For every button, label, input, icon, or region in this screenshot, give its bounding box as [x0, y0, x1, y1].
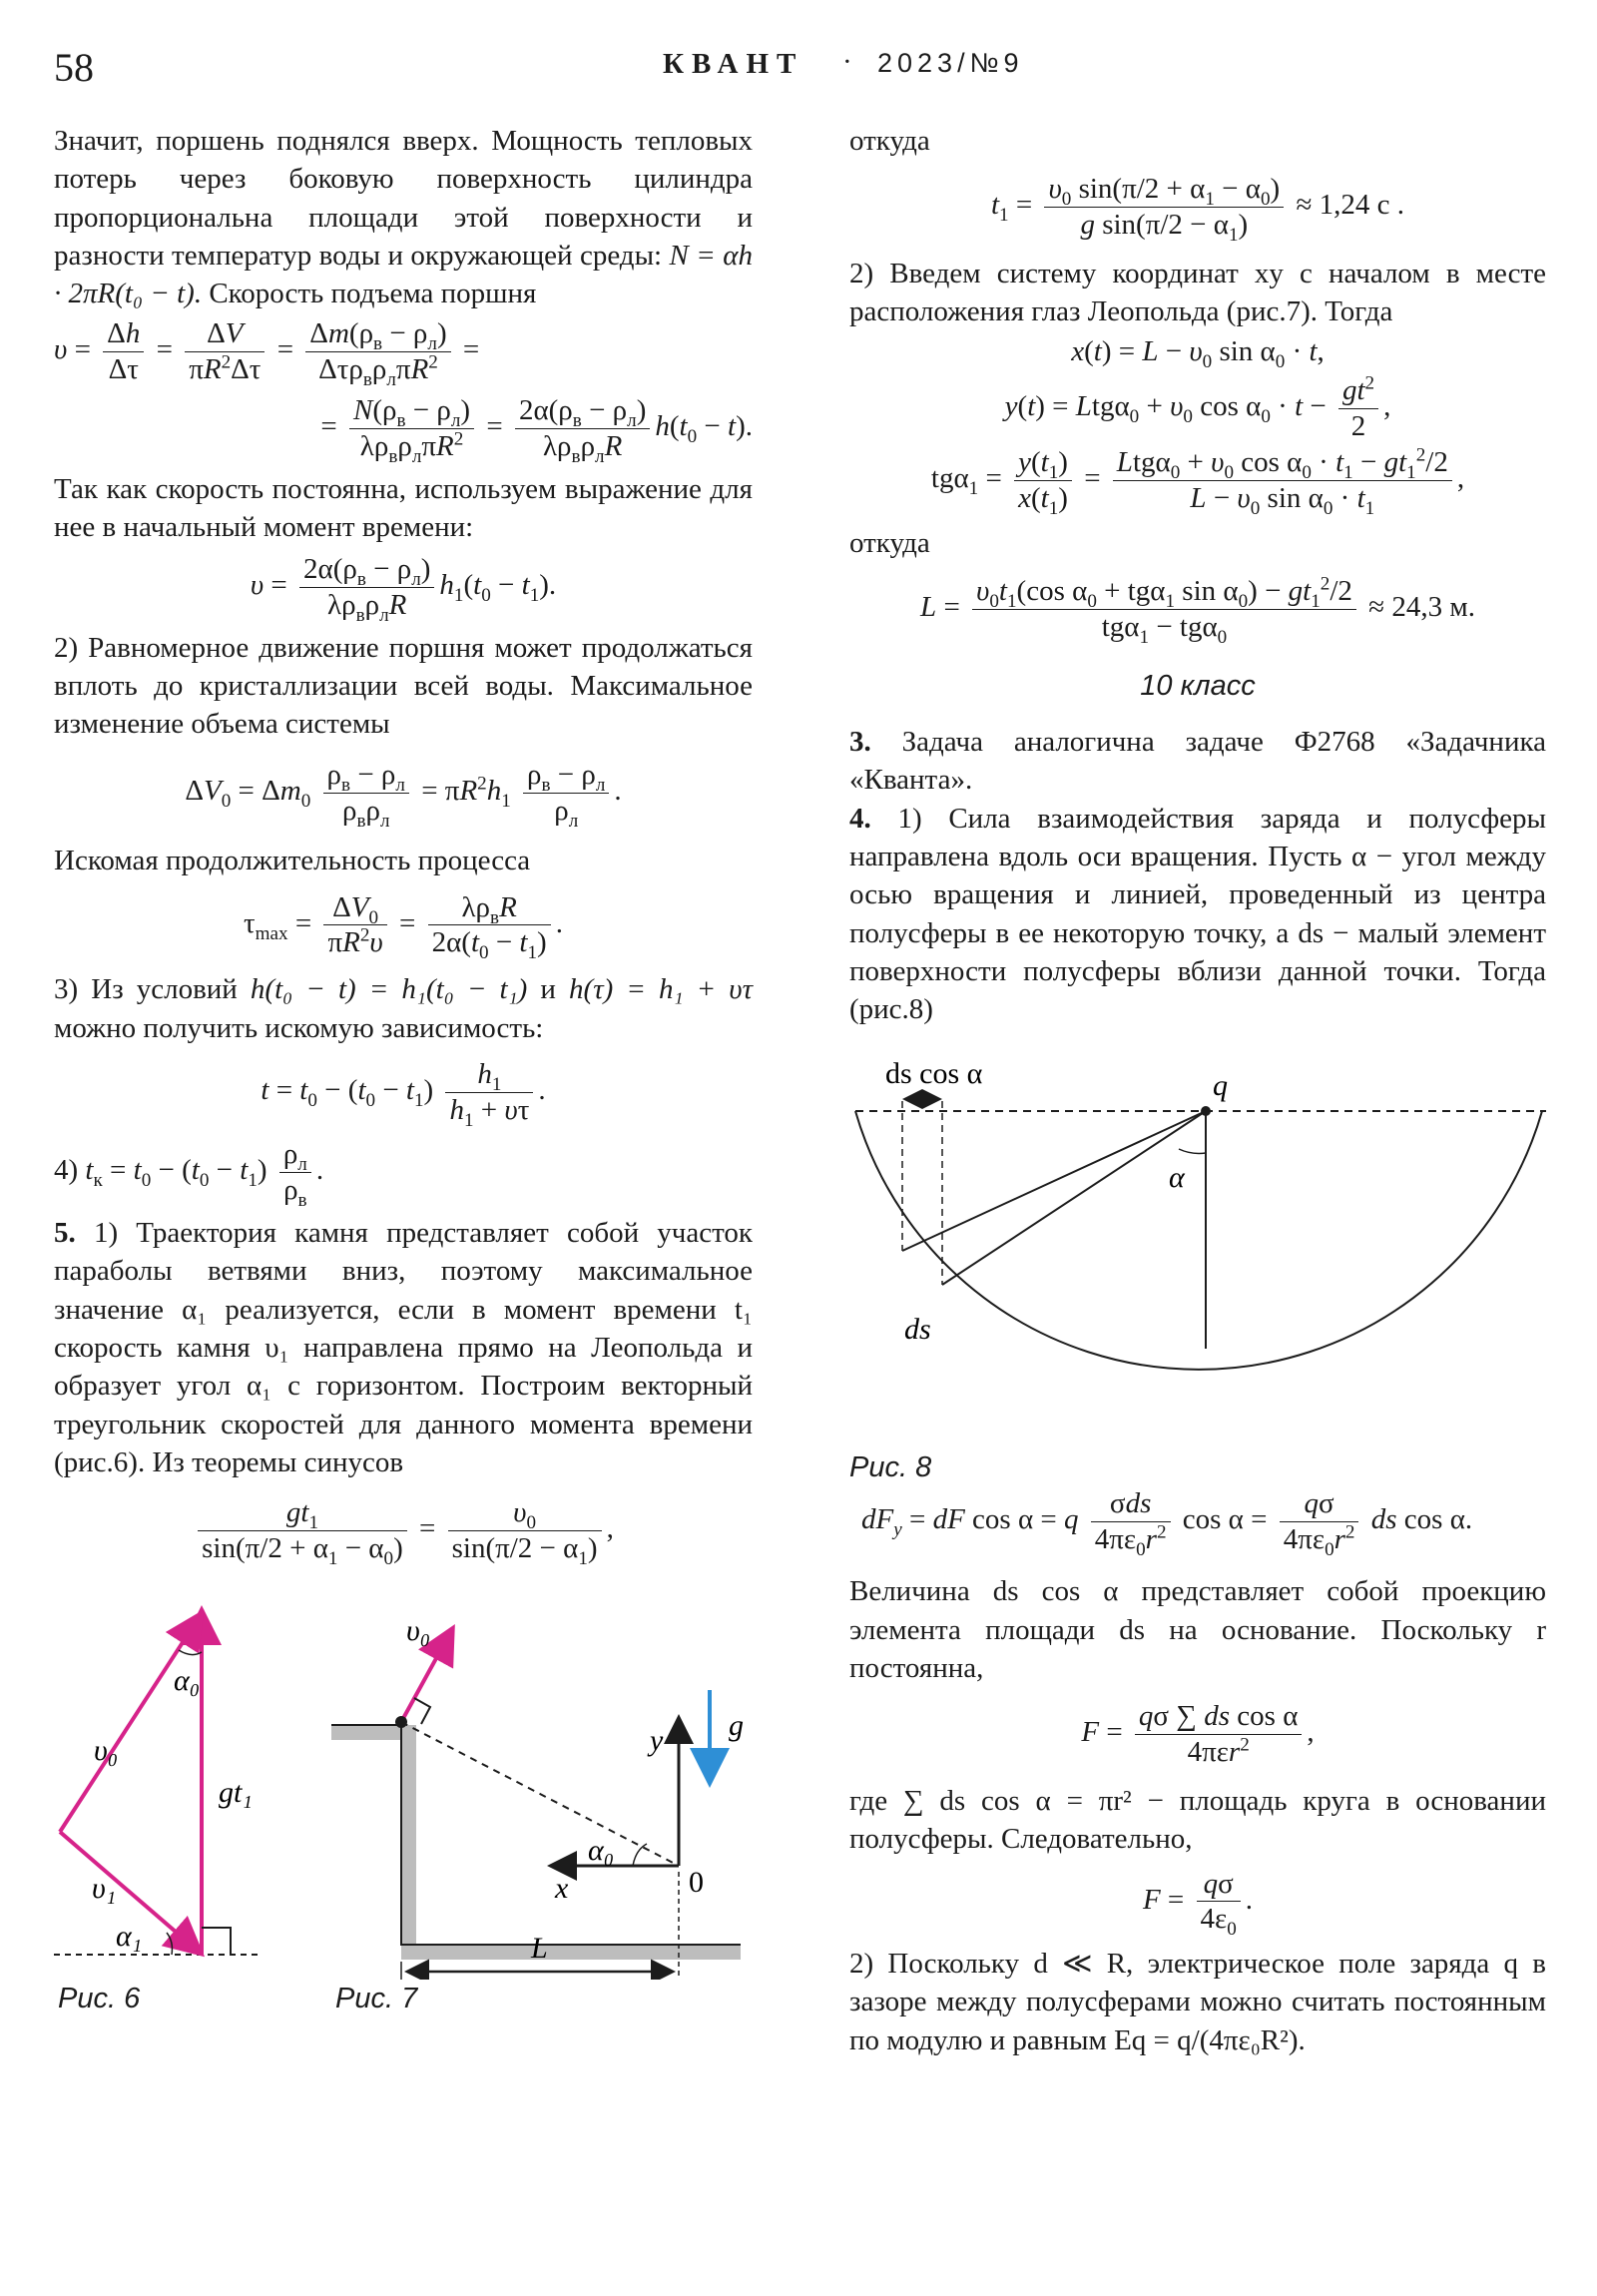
label-g: g	[729, 1708, 744, 1742]
equation-tg-alpha1: tgα$_1$ = $\frac{y(t_1)}{x(t_1)}$ = $\frac{Ltg\alpha_0 + \upsilon_0 \cos \alpha_0 \cdot t_1 - gt_1^2/2}{L - \upsilon_0 \sin \alpha_0 \cdot t_1}$ ,	[930, 444, 1465, 519]
paragraph: 3. Задача аналогична задаче Ф2768 «Задачника «Кванта».	[849, 726, 1546, 797]
figure-8-caption: Рис. 8	[849, 1450, 932, 1483]
equation-dFy: $dF_y$ = dF cos α = q $\frac{\text{σds}}{4\pi\varepsilon_0r^2}$ cos α = $\frac{q\sigma}{4\pi\varepsilon_0r^2}$ ds cos α.	[861, 1486, 1473, 1560]
header-separator: ·	[842, 46, 852, 78]
label-ds-cos-alpha: ds cos α	[885, 1056, 983, 1090]
label-v0: υ₀	[94, 1733, 119, 1767]
label-L: L	[531, 1931, 548, 1965]
paragraph: Так как скорость постоянна, используем выражение для нее в начальный момент времени:	[54, 472, 753, 543]
label-origin: 0	[689, 1865, 704, 1899]
equation-volume: $\Delta V_0 = \Delta m_0$ $\frac{\rho_в - \rho_л}{\rho_в\rho_л}$ = $\pi R^2h_1$ $\frac{\rho_в - \rho_л}{\rho_л}$ .	[185, 758, 622, 832]
label-y: y	[650, 1723, 664, 1757]
paragraph: 3) Из условий h(t₀ − t) = h₁(t₀ − t₁) и h(τ) = h₁ + υτ можно получить искомую зависимость:	[54, 973, 754, 1044]
paragraph: Искомая продолжительность процесса	[54, 845, 531, 877]
equation-y: $y(t) = Ltg\alpha_0 + \upsilon_0$ $\cos \alpha_0 \cdot t$ − $\frac{gt^2}{2}$ ,	[1004, 372, 1391, 442]
equation-velocity-1: υ = $\frac{\Delta h}{\Delta\tau}$ = $\frac{\Delta V}{\pi R^2\Delta\tau}$ = $\frac{\Delta m(\rho_в - \rho_л)}{\Delta\tau\rho_в\rho_л\pi R^2}$ =	[54, 317, 480, 391]
figure-7-caption: Рис. 7	[335, 1982, 418, 2014]
paragraph: Значит, поршень поднялся вверх. Мощность тепловых потерь через боковую поверхность цилиндра пропорциональна площади этой поверхности и разности температур воды и окружающей среды: N = αh · 2πR(t₀ − t). Скорость подъема поршня	[54, 125, 753, 310]
equation-velocity-initial: υ = $\frac{2\alpha(\rho_в - \rho_л)}{\lambda\rho_в\rho_лR}$ $h_1(t_0 - t_1)$.	[250, 553, 557, 626]
paragraph: 5. 1) Траектория камня представляет собой участок параболы ветвями вниз, поэтому максимальное значение α₁ реализуется, если в момент времени t₁ скорость камня υ₁ направлена прямо на Леопольда и образует угол α₁ с горизонтом. Построим векторный треугольник скоростей для данного момента времени (рис.6). Из теоремы синусов	[54, 1217, 754, 1478]
equation-t1: $t_1$ = $\frac{\upsilon_0 \sin(\pi/2 + \alpha_1 - \alpha_0)}{g \sin(\pi/2 - \alpha_1)}$ ≈ 1,24 с .	[990, 173, 1404, 246]
figure-8	[849, 1029, 1546, 1448]
figures-6-7	[54, 1580, 753, 1980]
label-ds: ds	[904, 1312, 931, 1346]
paragraph: где ∑ ds cos α = πr² − площадь круга в основании полусферы. Следовательно,	[849, 1784, 1546, 1856]
paragraph: откуда	[849, 125, 930, 157]
label-x: x	[555, 1871, 569, 1905]
equation-t: $t = t_0 - (t_0 - t_1)$ $\frac{h_1}{h_1 + \upsilon\tau}$ .	[261, 1057, 546, 1131]
right-column	[849, 122, 1546, 2059]
figure-6-caption: Рис. 6	[58, 1982, 141, 2014]
journal-name: КВАНТ	[663, 48, 804, 80]
equation-tk: 4) $t_к = t_0 - (t_0 - t_1)$ $\frac{\rho_л}{\rho_в}$ .	[54, 1138, 324, 1212]
label-alpha0: α₀	[174, 1663, 201, 1697]
equation-F: F = $\frac{q\sigma}{4\varepsilon_0}$ .	[1142, 1867, 1254, 1941]
label-gt1: gt₁	[219, 1775, 253, 1809]
paragraph: Величина ds cos α представляет собой проекцию элемента площади ds на основание. Поскольку r постоянна,	[849, 1575, 1546, 1685]
label-alpha0: α₀	[588, 1833, 615, 1867]
equation-x: $x(t) = L - \upsilon_0$ $\sin \alpha_0 \cdot t$,	[1071, 335, 1325, 373]
figure-6	[54, 1613, 259, 1955]
paragraph: 2) Введем систему координат xy с началом в месте расположения глаз Леопольда (рис.7). Тогда	[849, 257, 1546, 328]
equation-F-sum: F = $\frac{\text{qσ ∑ ds cos α}}{4\pi\varepsilon r^2}$ ,	[1081, 1700, 1315, 1769]
label-alpha1: α₁	[116, 1919, 143, 1953]
equation-tau-max: $\tau_{max}$ = $\frac{\Delta V_0}{\pi R^2\upsilon}$ = $\frac{\lambda\rho_вR}{2\alpha(t_0 - t_1)}$ .	[244, 890, 563, 964]
paragraph: откуда	[849, 526, 930, 559]
paragraph: 2) Равномерное движение поршня может продолжаться вплоть до кристаллизации всей воды. Максимальное изменение объема системы	[54, 631, 753, 741]
paragraph: 2) Поскольку d ≪ R, электрическое поле заряда q в зазоре между полусферами можно считать постоянным по модулю и равным Eq = q/(4πε₀R²).	[849, 1948, 1546, 2056]
page-number: 58	[54, 45, 94, 90]
label-q: q	[1213, 1068, 1228, 1102]
label-v1: υ₁	[92, 1871, 117, 1905]
equation-L: L = $\frac{\upsilon_0t_1(\cos \alpha_0 + tg\alpha_1 \sin \alpha_0) - gt_1^2/2}{tg\alpha_1 - tg\alpha_0}$ ≈ 24,3 м.	[920, 573, 1475, 648]
issue-number: 2023/№9	[877, 48, 1024, 78]
label-v0: υ₀	[406, 1613, 431, 1647]
label-alpha: α	[1169, 1160, 1185, 1194]
figure-7	[331, 1614, 744, 1980]
page-header	[54, 44, 1543, 94]
paragraph: 4. 1) Сила взаимодействия заряда и полусферы направлена вдоль оси вращения. Пусть α − угол между осью вращения и линией, проведенный из центра полусферы в ее некоторую точку, а ds − малый элемент поверхности полусферы вблизи данной точки. Тогда (рис.8)	[849, 802, 1546, 1026]
equation-sines: $\frac{gt_1}{\sin(\pi/2 + \alpha_1 - \alpha_0)}$ = $\frac{\upsilon_0}{\sin(\pi/2 - \alpha_1)}$ ,	[54, 1495, 753, 1566]
equation-velocity-2: = $\frac{N(\rho_в - \rho_л)}{\lambda\rho_в\rho_л\pi R^2}$ = $\frac{2\alpha(\rho_в - \rho_л)}{\lambda\rho_в\rho_лR}$ $h(t_0 - t)$.	[320, 394, 753, 467]
section-heading: 10 класс	[1140, 669, 1256, 702]
left-column	[54, 122, 753, 2019]
